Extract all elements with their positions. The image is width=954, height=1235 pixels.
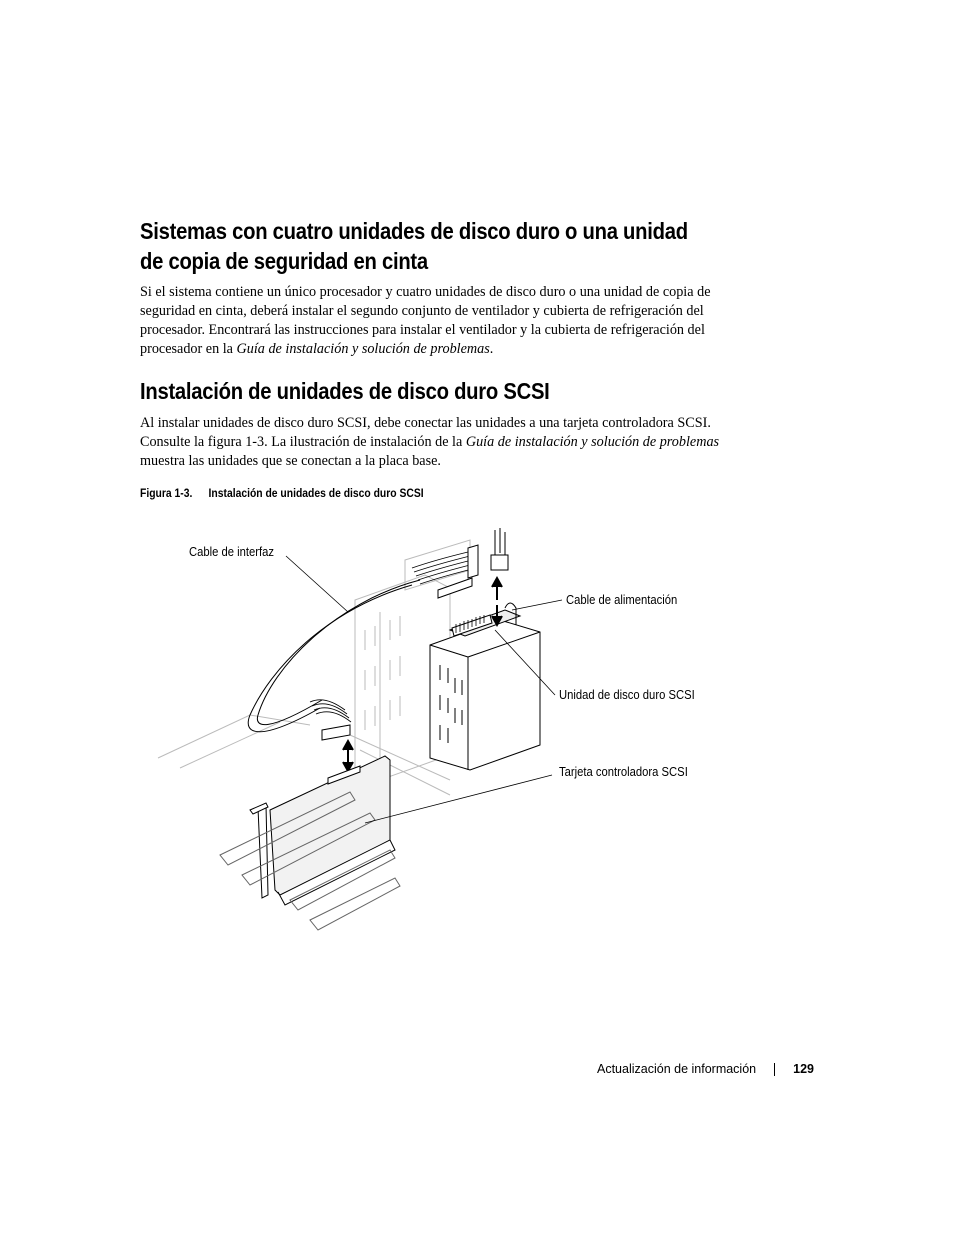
footer-section-title: Actualización de información [597,1062,757,1076]
section-heading-four-drives: Sistemas con cuatro unidades de disco duro o una unidad de copia de seguridad en cinta [140,218,688,274]
callout-controller-card: Tarjeta controladora SCSI [559,765,688,779]
guide-title-reference: Guía de instalación y solución de problemas [465,434,720,450]
footer-divider [774,1063,775,1076]
callout-power-cable: Cable de alimentación [566,593,678,607]
callout-interface-cable: Cable de interfaz [189,545,275,559]
scsi-installation-illustration [150,520,730,950]
page-footer [597,1062,814,1076]
guide-title-reference: Guía de instalación y solución de problemas [236,341,490,357]
scsi-install-paragraph: Al instalar unidades de disco duro SCSI, debe conectar las unidades a una tarjeta controladora SCSI. Consulte la figura 1-3. La ilustración de instalación de la Guía de instalación y solución de problemas muestra las unidades que se conectan a la placa base. [140,415,720,469]
section-heading-scsi-install: Instalación de unidades de disco duro SCSI [140,378,550,404]
figure-title: Instalación de unidades de disco duro SCSI [208,488,424,500]
figure-caption [140,488,424,500]
page-number: 129 [793,1062,814,1076]
figure-number: Figura 1-3. [140,488,193,500]
callout-hard-drive: Unidad de disco duro SCSI [559,688,695,702]
four-drives-paragraph: Si el sistema contiene un único procesador y cuatro unidades de disco duro o una unidad de copia de seguridad en cinta, deberá instalar el segundo conjunto de ventilador y cubierta de refrigeración del procesador. Encontrará las instrucciones para instalar el ventilador y la cubierta de refrigeración del procesador en la Guía de instalación y solución de problemas. [140,284,711,357]
